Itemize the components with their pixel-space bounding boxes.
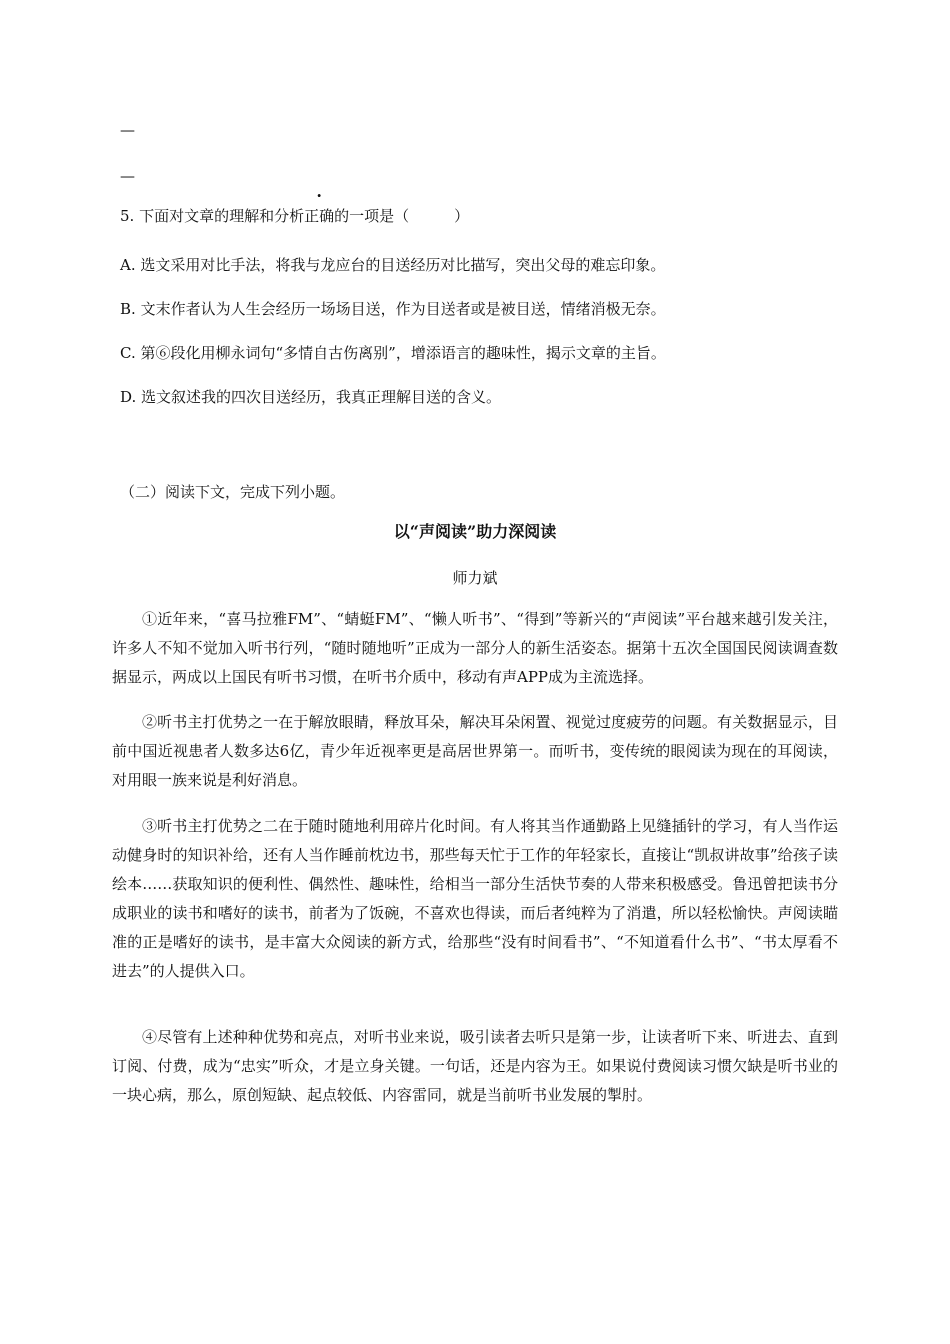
option-letter: C.: [120, 344, 136, 362]
option-letter: A.: [120, 256, 136, 274]
option-a: [120, 253, 665, 277]
option-text: 文末作者认为人生会经历一场场目送，作为目送者或是被目送，情绪消极无奈。: [140, 300, 666, 318]
dash-line-1: —: [120, 121, 135, 139]
dash-line-2: —: [120, 167, 135, 185]
article-paragraph-4: ④尽管有上述种种优势和亮点，对听书业来说，吸引读者去听只是第一步，让读者听下来、听进去、直到订阅、付费，成为“忠实”听众，才是立身关键。一句话，还是内容为王。如果说付费阅读习惯欠缺是听书业的一块心病，那么，原创短缺、起点较低、内容雷同，就是当前听书业发展的掣肘。: [112, 1028, 838, 1104]
article-title: 以“声阅读”助力深阅读: [393, 522, 557, 541]
option-b: [120, 297, 666, 321]
option-letter: D.: [120, 388, 137, 406]
question-prefix: 下面对文章的理解和分析: [139, 207, 305, 225]
article-paragraph-1: ①近年来，“喜马拉雅FM”、“蜻蜓FM”、“懒人听书”、“得到”等新兴的“声阅读”平台越来越引发关注，许多人不知不觉加入听书行列，“随时随地听”正成为一部分人的新生活姿态。据第十五次全国国民阅读调查数据显示，两成以上国民有听书习惯，在听书介质中，移动有声APP成为主流选择。: [112, 610, 838, 686]
option-letter: B.: [120, 300, 136, 318]
option-text: 第⑥段化用柳永词句“多情自古伤离别”，增添语言的趣味性，揭示文章的主旨。: [140, 344, 666, 362]
question-number: 5.: [120, 207, 135, 225]
question-suffix: 的一项是（ ）: [334, 207, 470, 225]
question-5: [120, 204, 469, 228]
option-text: 选文叙述我的四次目送经历，我真正理解目送的含义。: [141, 388, 502, 406]
option-text: 选文采用对比手法，将我与龙应台的目送经历对比描写，突出父母的难忘印象。: [140, 256, 666, 274]
section-intro: （二）阅读下文，完成下列小题。: [120, 483, 346, 501]
article-paragraph-3: ③听书主打优势之二在于随时随地利用碎片化时间。有人将其当作通勤路上见缝插针的学习，有人当作运动健身时的知识补给，还有人当作睡前枕边书，那些每天忙于工作的年轻家长，直接让“凯叔讲故事”给孩子读绘本……获取知识的便利性、偶然性、趣味性，给相当一部分生活快节奏的人带来积极感受。鲁迅曾把读书分成职业的读书和嗜好的读书，前者为了饭碗，不喜欢也得读，而后者纯粹为了消遣，所以轻松愉快。声阅读瞄准的正是嗜好的读书，是丰富大众阅读的新方式，给那些“没有时间看书”、“不知道看什么书”、“书太厚看不进去”的人提供入口。: [112, 817, 838, 980]
option-c: [120, 341, 666, 365]
option-d: [120, 385, 501, 409]
article-author: 师力斌: [452, 569, 498, 587]
article-paragraph-2: ②听书主打优势之一在于解放眼睛，释放耳朵，解决耳朵闲置、视觉过度疲劳的问题。有关数据显示，目前中国近视患者人数多达6亿，青少年近视率更是高居世界第一。而听书，变传统的眼阅读为现在的耳阅读，对用眼一族来说是利好消息。: [112, 713, 838, 789]
question-emphasis: 正确: [304, 207, 335, 225]
